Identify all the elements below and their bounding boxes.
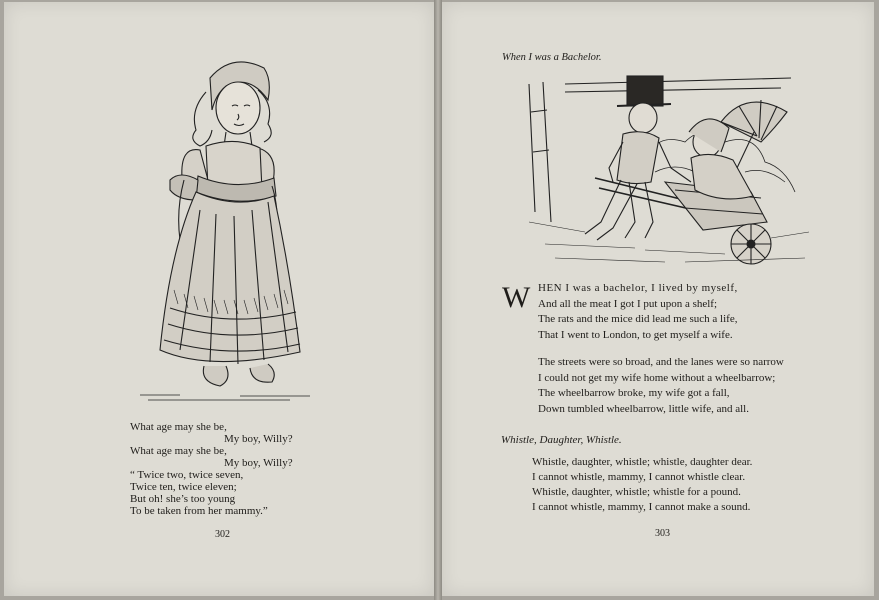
wheelbarrow-illustration [525,72,810,272]
bachelor-stanza-1 [538,281,738,343]
poem-line: I cannot whistle, mammy, I cannot make a sound. [532,501,751,513]
book-gutter [434,0,442,600]
poem-line: Twice ten, twice eleven; [130,481,237,493]
poem-line: What age may she be, [130,421,227,433]
first-line: HEN I was a bachelor, I lived by myself, [538,282,738,294]
poem-line: The streets were so broad, and the lanes were so narrow [538,356,784,368]
stanza-1-lines [538,297,738,344]
whistle-stanza [532,455,752,515]
poem-line: Whistle, daughter, whistle; whistle for a pound. [532,486,741,498]
poem-line: The wheelbarrow broke, my wife got a fall, [538,387,730,399]
poem-line: But oh! she’s too young [130,493,236,505]
poem-line: “ Twice two, twice seven, [130,469,244,481]
poem-line: I cannot whistle, mammy, I cannot whistle clear. [532,471,746,483]
right-page-number: 303 [655,528,670,539]
poem-line: And all the meat I got I put upon a shelf; [538,297,718,310]
poem-line: That I went to London, to get myself a wife. [538,328,733,341]
left-poem [130,421,330,517]
whistle-title: Whistle, Daughter, Whistle. [501,434,622,446]
poem-line: Down tumbled wheelbarrow, little wife, and all. [538,402,749,415]
poem-line: What age may she be, [130,445,227,457]
bachelor-title: When I was a Bachelor. [502,52,602,63]
girl-illustration [140,50,320,415]
poem-line: To be taken from her mammy.” [130,505,268,517]
left-page-number: 302 [215,529,230,540]
poem-line: I could not get my wife home without a wheelbarrow; [538,371,776,384]
drop-cap: W [502,281,531,314]
poem-line: My boy, Willy? [224,433,293,445]
poem-line: The rats and the mice did lead me such a life, [538,313,738,325]
poem-line: My boy, Willy? [224,457,293,469]
bachelor-stanza-2 [538,355,784,417]
poem-line: Whistle, daughter, whistle; whistle, daughter dear. [532,456,753,468]
